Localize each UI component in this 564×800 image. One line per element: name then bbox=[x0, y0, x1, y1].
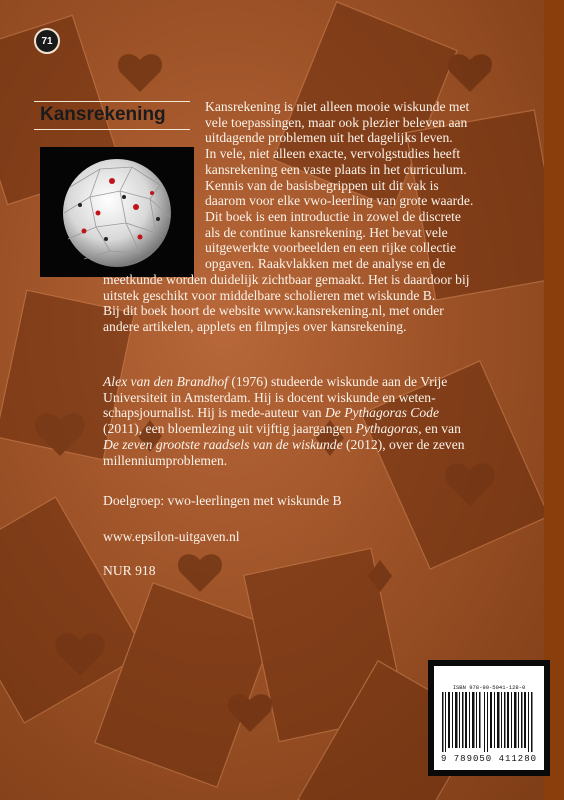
bio-text: (2011), een bloemlezing uit vijftig jaargangen bbox=[103, 421, 356, 437]
title-rule-top bbox=[34, 101, 190, 102]
bio-text: Universiteit in Amsterdam. Hij is docent wiskunde en weten- bbox=[103, 389, 436, 405]
intro-line: meetkunde worden duidelijk zichtbaar gemaakt. Het is daardoor bij bbox=[103, 272, 470, 287]
author-name: Alex van den Brandhof bbox=[103, 374, 228, 389]
intro-line: als de continue kansrekening. Het bevat vele bbox=[205, 224, 448, 240]
intro-line: opgaven. Raakvlakken met de analyse en de bbox=[205, 256, 446, 272]
author-bio bbox=[103, 374, 465, 468]
book-reference: De Pythagoras Code bbox=[324, 405, 440, 421]
bio-text: , en van bbox=[418, 421, 461, 437]
title-rule-bottom bbox=[34, 129, 190, 130]
intro-line: Kennis van de basisbegrippen uit dit vak is bbox=[205, 177, 439, 193]
page-number-badge: 71 bbox=[34, 28, 60, 54]
card-ball-photo bbox=[40, 147, 194, 277]
book-reference: De zeven grootste raadsels van de wiskunde bbox=[103, 436, 343, 452]
publisher-website: www.epsilon-uitgaven.nl bbox=[103, 529, 240, 544]
intro-line: vele toepassingen, maar ook plezier beleven aan bbox=[205, 114, 468, 130]
nur-code: NUR 918 bbox=[103, 563, 156, 578]
barcode-number: 9 789050 411280 bbox=[440, 754, 537, 764]
isbn-text: ISBN 978-90-5041-128-0 bbox=[452, 684, 526, 691]
bio-text: schapsjournalist. Hij is mede-auteur van bbox=[103, 405, 325, 421]
intro-line: Dit boek is een introductie in zowel de discrete bbox=[205, 208, 461, 224]
intro-line: Bij dit boek hoort de website www.kansrekening.nl, met onder bbox=[103, 303, 444, 319]
target-audience: Doelgroep: vwo-leerlingen met wiskunde B bbox=[103, 493, 342, 508]
book-title: Kansrekening bbox=[40, 104, 166, 125]
bio-text: (2012), over de zeven bbox=[342, 436, 465, 452]
intro-line: Kansrekening is niet alleen mooie wiskunde met bbox=[205, 99, 470, 114]
bio-text: (1976) studeerde wiskunde aan de Vrije bbox=[227, 374, 448, 389]
intro-text-full bbox=[103, 272, 470, 335]
intro-line: uitdagende problemen uit het dagelijks leven. bbox=[205, 130, 453, 146]
intro-line: andere artikelen, applets en filmpjes over kansrekening. bbox=[103, 319, 407, 335]
intro-line: daarom voor elke vwo-leerling van grote waarde. bbox=[205, 193, 474, 209]
magazine-reference: Pythagoras bbox=[355, 421, 419, 437]
intro-line: uitstek geschikt voor middelbare scholieren met wiskunde B. bbox=[103, 287, 436, 303]
intro-line: kansrekening een vaste plaats in het curriculum. bbox=[205, 161, 467, 177]
bio-text: millenniumproblemen. bbox=[103, 452, 228, 468]
intro-line: uitgewerkte voorbeelden en een rijke collectie bbox=[205, 240, 456, 256]
intro-text-wrapped bbox=[205, 99, 473, 272]
intro-line: In vele, niet alleen exacte, vervolgstudies heeft bbox=[205, 146, 461, 162]
